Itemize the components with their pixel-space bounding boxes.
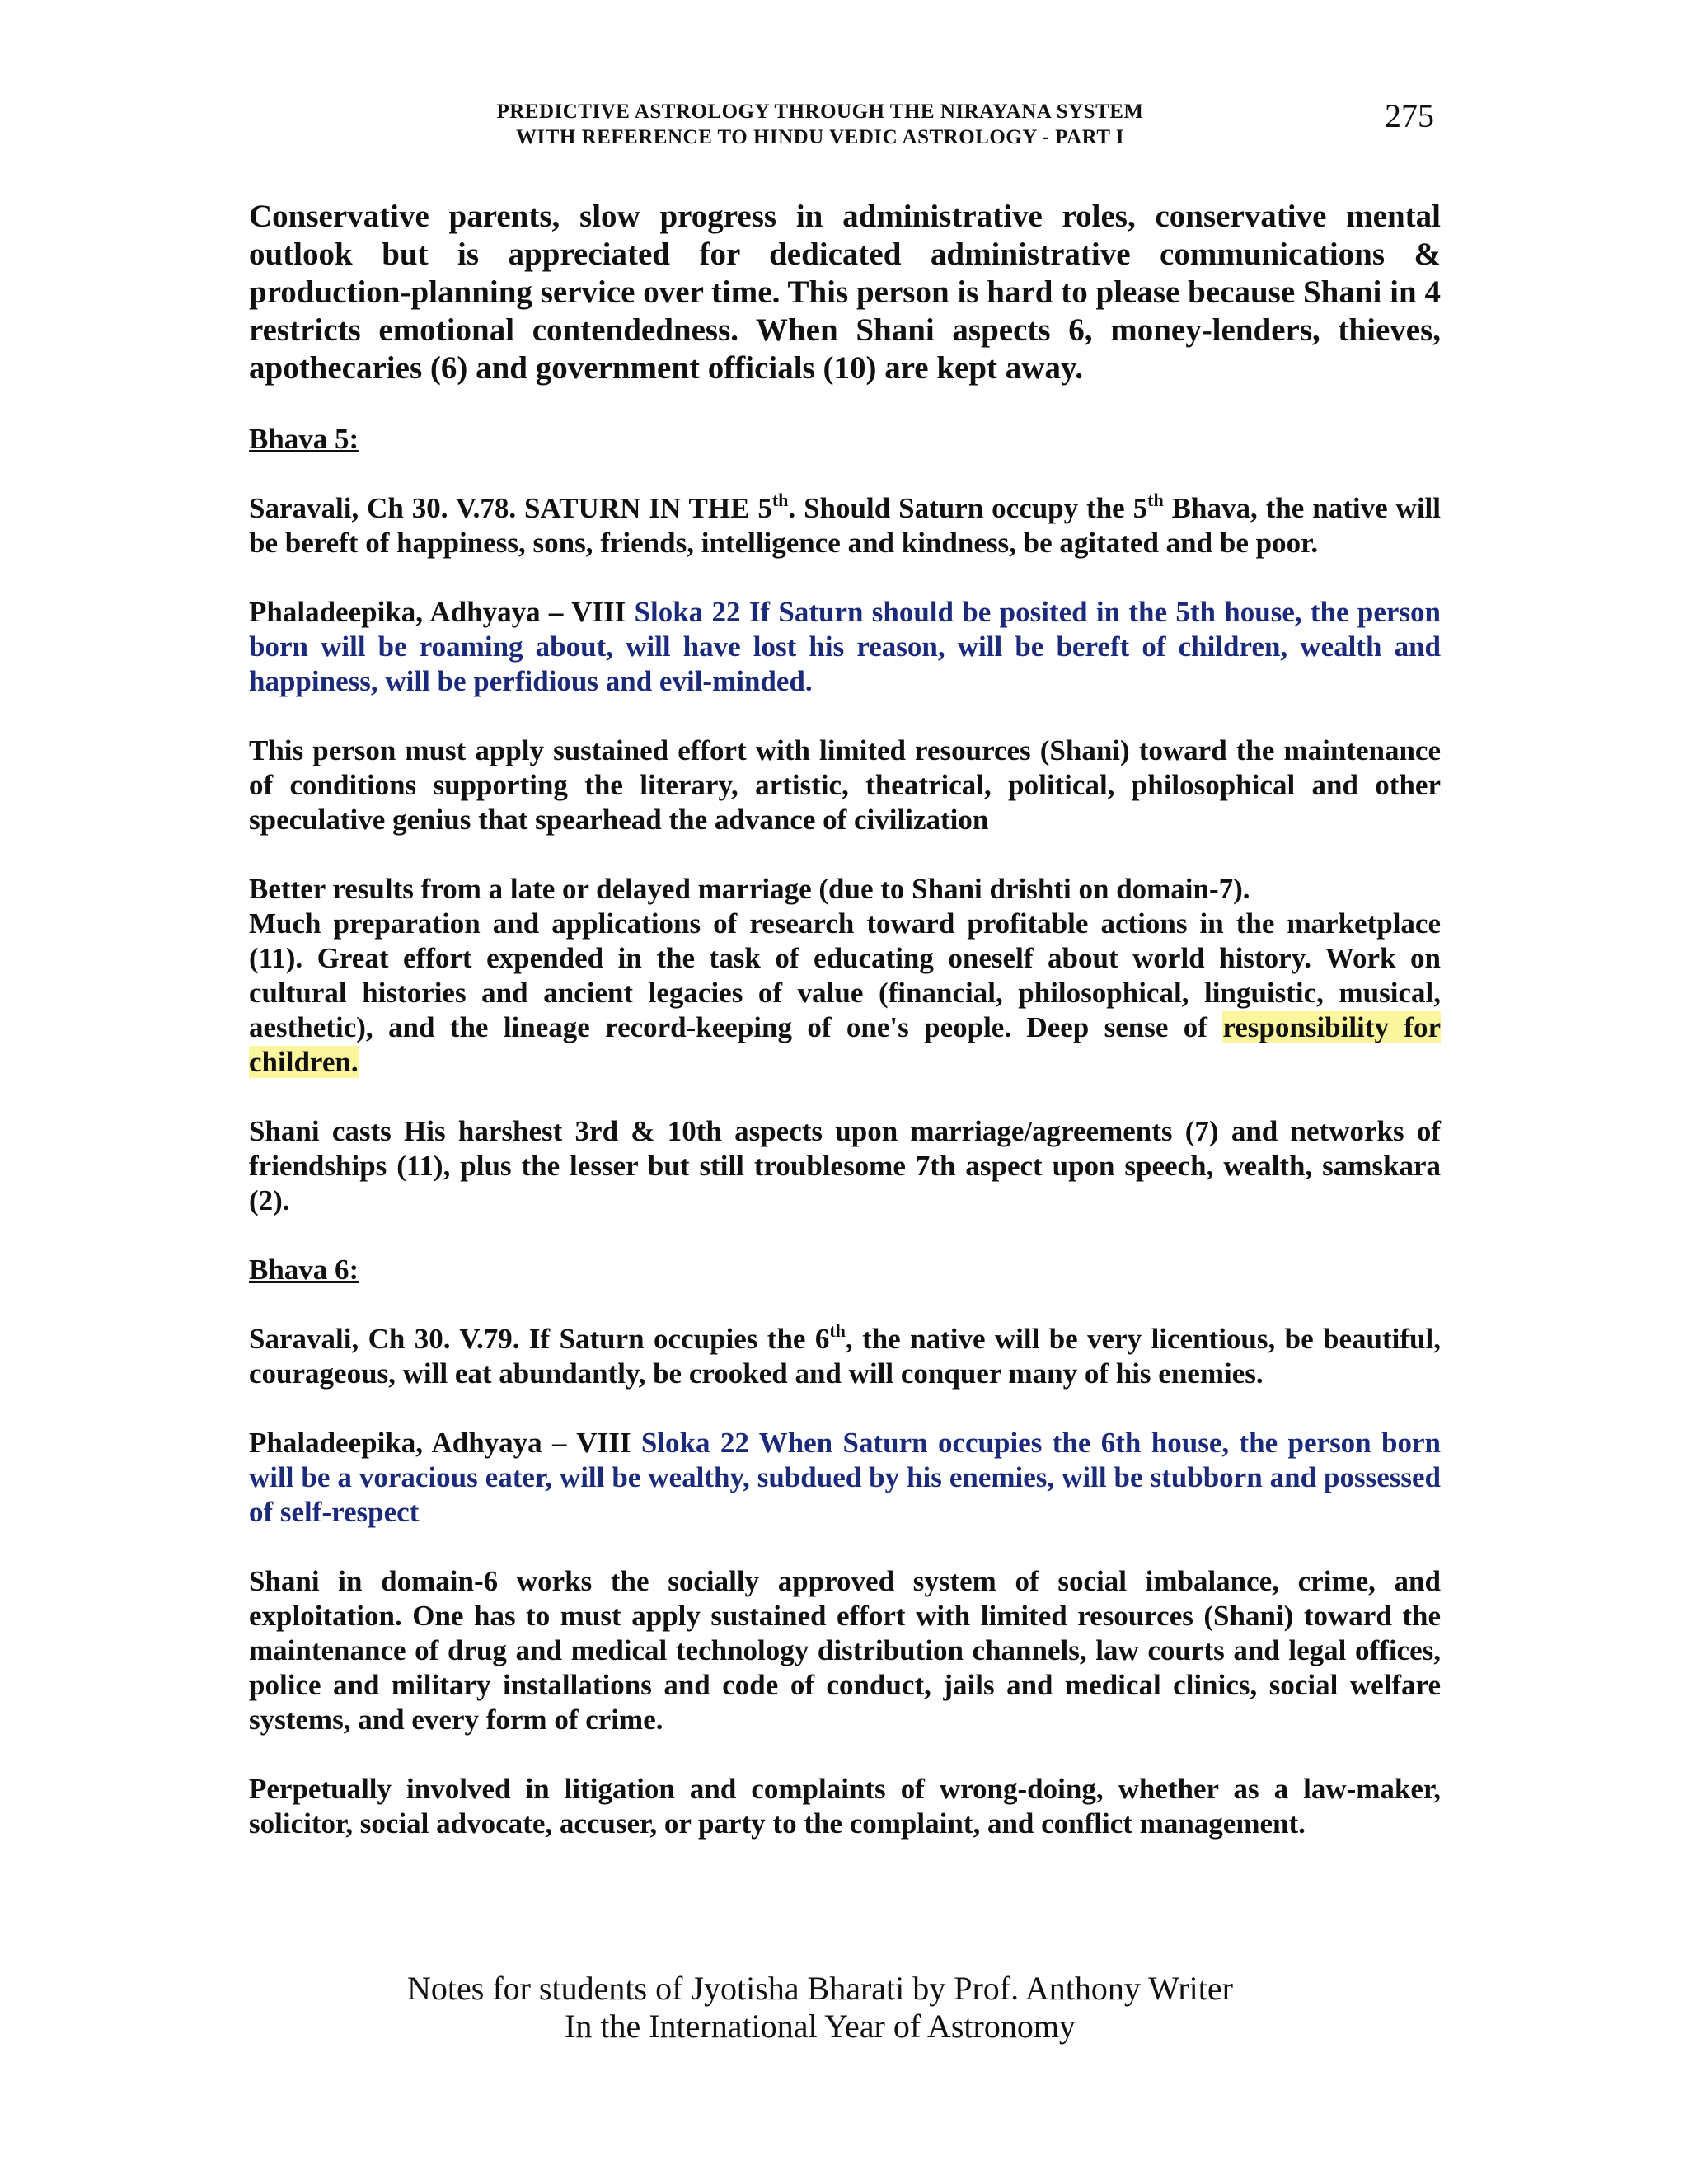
page-number: 275 xyxy=(1385,97,1434,134)
saravali-bhava-6-paragraph xyxy=(249,1322,1441,1391)
effort-paragraph: This person must apply sustained effort with limited resources (Shani) toward the maintenance of conditions supporting the literary, artistic, theatrical, political, philosophical and other speculative genius that spearhead the advance of civilization xyxy=(249,734,1441,836)
footer-line-1: Notes for students of Jyotisha Bharati by Prof. Anthony Writer xyxy=(407,1970,1233,2007)
aspects-paragraph: Shani casts His harshest 3rd & 10th aspects upon marriage/agreements (7) and networks of friendships (11), plus the lesser but still troublesome 7th aspect upon speech, wealth, samskara (2). xyxy=(249,1115,1441,1216)
phaladeepika-source: Phaladeepika, Adhyaya – VIII xyxy=(249,596,635,628)
saravali-bhava-5-paragraph xyxy=(249,491,1441,560)
ordinal-suffix: th xyxy=(829,1320,846,1341)
footer-line-2: In the International Year of Astronomy xyxy=(565,2008,1076,2045)
saravali-text-part: . Should Saturn occupy the 5 xyxy=(788,492,1148,524)
saravali-text-part: Saravali, Ch 30. V.79. If Saturn occupies the 6 xyxy=(249,1323,830,1355)
phaladeepika-source: Phaladeepika, Adhyaya – VIII xyxy=(249,1427,641,1459)
phaladeepika-bhava-6-paragraph xyxy=(249,1426,1441,1530)
saravali-text-part: Bhava, the native will be bereft of happiness, sons, friends, intelligence and kindness, be agitated and be poor. xyxy=(249,492,1441,559)
preparation-paragraph xyxy=(249,907,1441,1080)
preparation-text: Much preparation and applications of research toward profitable actions in the marketplace (11). Great effort expended in the task of educating oneself about world history. Work on cultural histories and ancient legacies of value (financial, philosophical, linguistic, musical, aesthetic), and the lineage record-keeping of one's people. Deep sense of xyxy=(249,907,1441,1043)
page-footer xyxy=(247,1970,1393,2046)
ordinal-suffix: th xyxy=(771,490,789,510)
highlighted-text: responsibility for children. xyxy=(249,1011,1441,1078)
intro-paragraph: Conservative parents, slow progress in administrative roles, conservative mental outlook but is appreciated for dedicated administrative communications & production-planning service over time. This person is hard to please because Shani in 4 restricts emotional contendedness. When Shani aspects 6, money-lenders, thieves, apothecaries (6) and government officials (10) are kept away. xyxy=(249,199,1441,386)
document-body xyxy=(249,198,1441,1876)
running-header xyxy=(462,99,1179,150)
marriage-line: Better results from a late or delayed marriage (due to Shani drishti on domain-7). xyxy=(249,873,1250,905)
header-line-2: WITH REFERENCE TO HINDU VEDIC ASTROLOGY - PART I xyxy=(515,126,1125,148)
domain-6-paragraph: Shani in domain-6 works the socially approved system of social imbalance, crime, and exploitation. One has to must apply sustained effort with limited resources (Shani) toward the maintenance of drug and medical technology distribution channels, law courts and legal offices, police and military installations and code of conduct, jails and medical clinics, social welfare systems, and every form of crime. xyxy=(249,1565,1441,1736)
litigation-paragraph: Perpetually involved in litigation and complaints of wrong-doing, whether as a law-maker, solicitor, social advocate, accuser, or party to the complaint, and conflict management. xyxy=(249,1773,1441,1840)
phaladeepika-quote: Sloka 22 If Saturn should be posited in the 5th house, the person born will be roaming about, will have lost his reason, will be bereft of children, wealth and happiness, will be perfidious and evil-minded. xyxy=(249,596,1441,697)
saravali-text-part: , the native will be very licentious, be beautiful, courageous, will eat abundantly, be crooked and will conquer many of his enemies. xyxy=(249,1323,1441,1390)
header-line-1: PREDICTIVE ASTROLOGY THROUGH THE NIRAYANA SYSTEM xyxy=(496,101,1144,123)
phaladeepika-quote: Sloka 22 When Saturn occupies the 6th house, the person born will be a voracious eater, will be wealthy, subdued by his enemies, will be stubborn and possessed of self-respect xyxy=(249,1427,1442,1528)
section-heading-bhava-5: Bhava 5: xyxy=(249,423,359,455)
phaladeepika-bhava-5-paragraph xyxy=(249,595,1441,699)
section-heading-bhava-6: Bhava 6: xyxy=(249,1254,359,1286)
saravali-text-part: Saravali, Ch 30. V.78. SATURN IN THE 5 xyxy=(249,492,772,524)
ordinal-suffix: th xyxy=(1147,490,1164,510)
